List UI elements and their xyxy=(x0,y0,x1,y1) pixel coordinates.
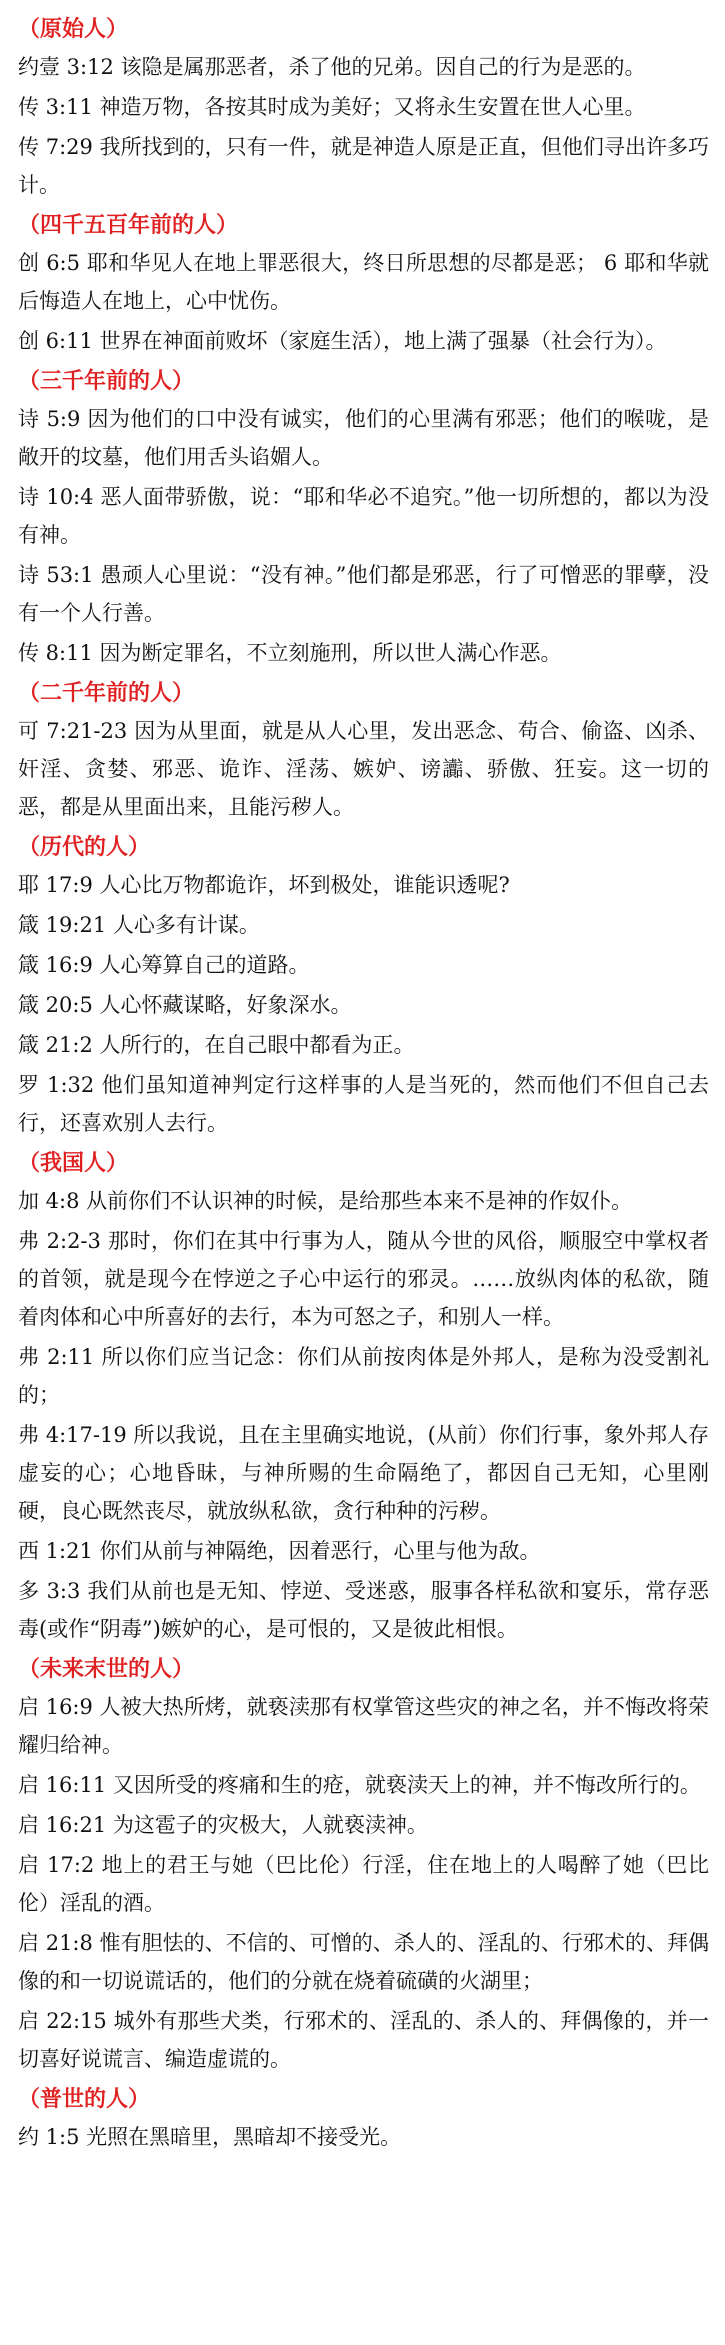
verse-paragraph: 加 4:8 从前你们不认识神的时候，是给那些本来不是神的作奴仆。 xyxy=(18,1189,633,1213)
verse-paragraph: 传 8:11 因为断定罪名，不立刻施刑，所以世人满心作恶。 xyxy=(18,641,562,665)
era-section xyxy=(18,2080,709,2156)
era-section xyxy=(18,10,709,204)
section-title: （普世的人） xyxy=(18,2086,151,2112)
verse-paragraph: 传 7:29 我所找到的，只有一件，就是神造人原是正直，但他们寻出许多巧计。 xyxy=(18,135,709,197)
verse-paragraph: 约壹 3:12 该隐是属那恶者，杀了他的兄弟。因自己的行为是恶的。 xyxy=(18,55,646,79)
era-section xyxy=(18,206,709,360)
verse-paragraph: 西 1:21 你们从前与神隔绝，因着恶行，心里与他为敌。 xyxy=(18,1539,541,1563)
verse-paragraph: 箴 16:9 人心筹算自己的道路。 xyxy=(18,953,310,977)
section-title: （原始人） xyxy=(18,16,129,42)
verse-paragraph: 箴 20:5 人心怀藏谋略，好象深水。 xyxy=(18,993,352,1017)
verse-paragraph: 启 16:11 又因所受的疼痛和生的疮，就亵渎天上的神，并不悔改所行的。 xyxy=(18,1773,701,1797)
verse-paragraph: 弗 4:17-19 所以我说，且在主里确实地说，(从前）你们行事，象外邦人存虚妄的心；心地昏昧，与神所赐的生命隔绝了，都因自己无知，心里刚硬，良心既然丧尽，就放纵私欲，贪行种种的污秽。 xyxy=(18,1423,709,1523)
verse-paragraph: 约 1:5 光照在黑暗里，黑暗却不接受光。 xyxy=(18,2125,402,2149)
era-section xyxy=(18,828,709,1142)
verse-paragraph: 启 17:2 地上的君王与她（巴比伦）行淫，住在地上的人喝醉了她（巴比伦）淫乱的酒。 xyxy=(18,1853,709,1915)
era-section xyxy=(18,674,709,826)
verse-paragraph: 传 3:11 神造万物，各按其时成为美好；又将永生安置在世人心里。 xyxy=(18,95,646,119)
section-title: （四千五百年前的人） xyxy=(18,212,239,238)
verse-paragraph: 罗 1:32 他们虽知道神判定行这样事的人是当死的，然而他们不但自己去行，还喜欢别人去行。 xyxy=(18,1073,709,1135)
section-title: （三千年前的人） xyxy=(18,368,195,394)
era-section xyxy=(18,362,709,672)
verse-paragraph: 耶 17:9 人心比万物都诡诈，坏到极处，谁能识透呢? xyxy=(18,873,510,897)
verse-paragraph: 箴 19:21 人心多有计谋。 xyxy=(18,913,260,937)
verse-paragraph: 创 6:11 世界在神面前败坏（家庭生活），地上满了强暴（社会行为）。 xyxy=(18,329,667,353)
verse-paragraph: 多 3:3 我们从前也是无知、悖逆、受迷惑，服事各样私欲和宴乐，常存恶毒(或作“阴毒”)嫉妒的心，是可恨的，又是彼此相恨。 xyxy=(18,1579,709,1641)
verse-paragraph: 弗 2:2-3 那时，你们在其中行事为人，随从今世的风俗，顺服空中掌权者的首领，就是现今在悖逆之子心中运行的邪灵。……放纵肉体的私欲，随着肉体和心中所喜好的去行，本为可怒之子，和别人一样。 xyxy=(18,1229,709,1329)
verse-paragraph: 启 16:9 人被大热所烤，就亵渎那有权掌管这些灾的神之名，并不悔改将荣耀归给神。 xyxy=(18,1695,709,1757)
verse-paragraph: 启 22:15 城外有那些犬类，行邪术的、淫乱的、杀人的、拜偶像的，并一切喜好说谎言、编造虚谎的。 xyxy=(18,2009,709,2071)
section-title: （二千年前的人） xyxy=(18,680,195,706)
era-section xyxy=(18,1144,709,1648)
verse-paragraph: 启 21:8 惟有胆怯的、不信的、可憎的、杀人的、淫乱的、行邪术的、拜偶像的和一切说谎话的，他们的分就在烧着硫磺的火湖里； xyxy=(18,1931,709,1993)
verse-paragraph: 箴 21:2 人所行的，在自己眼中都看为正。 xyxy=(18,1033,415,1057)
verse-paragraph: 启 16:21 为这雹子的灾极大，人就亵渎神。 xyxy=(18,1813,428,1837)
section-title: （未来末世的人） xyxy=(18,1656,195,1682)
verse-paragraph: 诗 5:9 因为他们的口中没有诚实，他们的心里满有邪恶；他们的喉咙，是敞开的坟墓，他们用舌头谄媚人。 xyxy=(18,407,709,469)
verse-paragraph: 诗 53:1 愚顽人心里说：“没有神。”他们都是邪恶，行了可憎恶的罪孽，没有一个人行善。 xyxy=(18,563,709,625)
section-title: （我国人） xyxy=(18,1150,129,1176)
verse-paragraph: 创 6:5 耶和华见人在地上罪恶很大，终日所思想的尽都是恶； 6 耶和华就后悔造人在地上，心中忧伤。 xyxy=(18,251,709,313)
era-section xyxy=(18,1650,709,2078)
section-title: （历代的人） xyxy=(18,834,151,860)
verse-paragraph: 弗 2:11 所以你们应当记念：你们从前按肉体是外邦人，是称为没受割礼的； xyxy=(18,1345,709,1407)
verse-paragraph: 诗 10:4 恶人面带骄傲，说：“耶和华必不追究。”他一切所想的，都以为没有神。 xyxy=(18,485,709,547)
verse-paragraph: 可 7:21-23 因为从里面，就是从人心里，发出恶念、苟合、偷盗、凶杀、奸淫、贪婪、邪恶、诡诈、淫荡、嫉妒、谤讟、骄傲、狂妄。这一切的恶，都是从里面出来，且能污秽人。 xyxy=(18,719,709,819)
